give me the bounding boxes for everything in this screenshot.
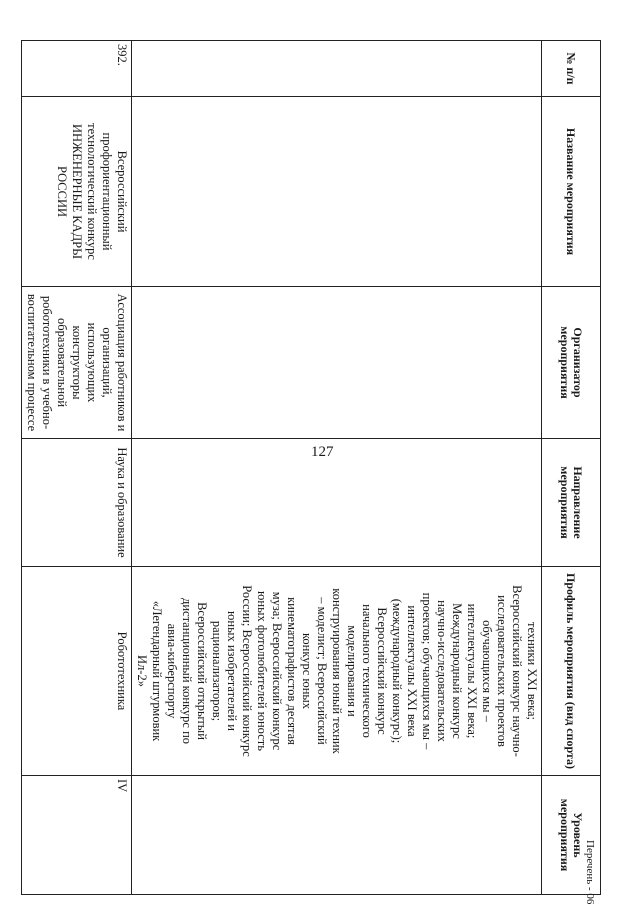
profile-line: конкурс юных: [300, 632, 314, 710]
profile-line: России; Всероссийский конкурс: [240, 585, 254, 757]
profile-line: Всероссийский открытый: [195, 602, 209, 740]
profile-line: – моделист; Всероссийский: [315, 597, 329, 745]
profile-line: конструирования юный техник: [330, 588, 344, 754]
cell-level-empty: [132, 776, 542, 895]
cell-profile: Робототехника: [22, 567, 132, 776]
profile-line: юных фотолюбителей юность: [255, 591, 269, 751]
header-organizer: Организатор мероприятия: [542, 287, 601, 439]
profile-line: рационализаторов;: [210, 620, 224, 722]
table-row: [22, 41, 132, 895]
profile-line: «Легендарный штурмовик: [150, 600, 164, 742]
profile-line: юных изобретателей и: [225, 611, 239, 731]
cell-organizer-empty: [132, 287, 542, 439]
header-level: Уровень мероприятия: [542, 776, 601, 895]
profile-line: начального технического: [360, 604, 374, 738]
cell-name: Всероссийский профориентационный технологический конкурс ИНЖЕНЕРНЫЕ КАДРЫ РОССИИ: [22, 97, 132, 287]
profile-line: научно-исследовательских: [435, 600, 449, 742]
profile-line: Международный конкурс: [450, 603, 464, 739]
profile-line: исследовательских проектов: [495, 595, 509, 747]
profile-line: моделирования и: [345, 625, 359, 717]
profile-line: Всероссийский конкурс научно-: [510, 585, 524, 757]
cell-direction-empty: [132, 439, 542, 567]
profile-line: муза; Всероссийский конкурс: [270, 591, 284, 751]
header-name: Название мероприятия: [542, 97, 601, 287]
profile-line: Всероссийский конкурс: [375, 607, 389, 735]
table-header-row: [542, 41, 601, 895]
profile-line: авиа-киберспорту: [165, 623, 179, 719]
profile-line: обучающихся мы –: [480, 620, 494, 722]
footer-note: Перечень - 06: [584, 840, 596, 905]
header-num: № п/п: [542, 41, 601, 97]
cell-level: IV: [22, 776, 132, 895]
profile-line: кинематографистов десятая: [285, 597, 299, 745]
profile-line: техники XXI века;: [525, 622, 539, 720]
profile-line: проектов; обучающихся мы –: [420, 592, 434, 750]
cell-num: 392.: [22, 41, 132, 97]
events-table: [21, 40, 601, 895]
profile-line: интеллектуалы XXI века: [405, 605, 419, 737]
header-profile: Профиль мероприятия (вид спорта): [542, 567, 601, 776]
page-number: 127: [311, 444, 334, 460]
header-direction: Направление мероприятия: [542, 439, 601, 567]
cell-num-empty: [132, 41, 542, 97]
profile-line: Ил-2»: [135, 655, 149, 687]
cell-profile-continuation: [132, 567, 542, 776]
profile-line: (международный конкурс);: [390, 598, 404, 744]
cell-direction: Наука и образование: [22, 439, 132, 567]
profile-line: интеллектуалы XXI века;: [465, 603, 479, 739]
cell-name-empty: [132, 97, 542, 287]
cell-organizer: Ассоциация работников и организаций, использующих конструкторы образовательной робототехники в учебно-воспитательном процессе: [22, 287, 132, 439]
table-row-continuation: [132, 41, 542, 895]
profile-line: дистанционный конкурс по: [180, 597, 194, 745]
rotated-table-container: [25, 40, 601, 894]
